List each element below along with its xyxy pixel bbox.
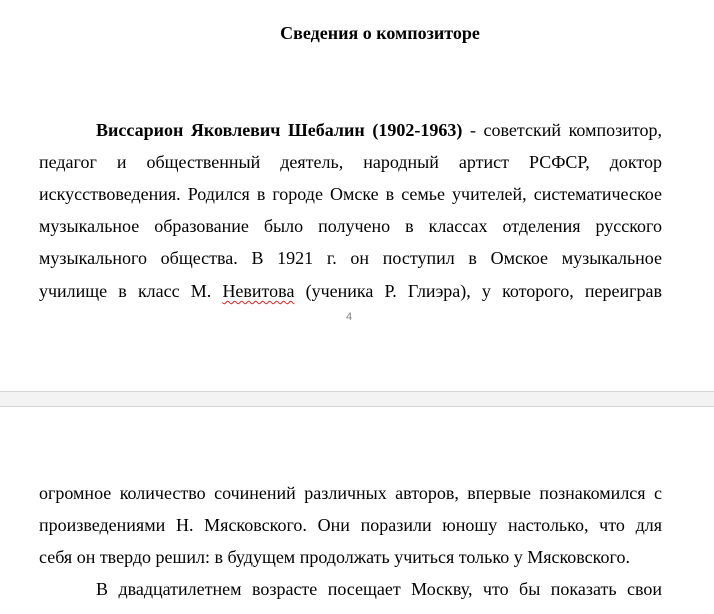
paragraph-line: музыкальное образование было получено в классах отделения русского (39, 216, 662, 236)
paragraph-line: педагог и общественный деятель, народный артист РСФСР, доктор (39, 152, 662, 172)
page-number: 4 (346, 311, 353, 323)
section-heading: Сведения о композиторе (280, 23, 480, 43)
paragraph-line (96, 119, 662, 141)
paragraph-line: музыкального общества. В 1921 г. он поступил в Омское музыкальное (39, 248, 662, 268)
paragraph-line: себя он твердо решил: в будущем продолжать учиться только у Мясковского. (39, 547, 630, 567)
paragraph-text: училище в класс М. (39, 281, 223, 301)
paragraph-text: - советский композитор, (462, 120, 662, 140)
composer-name-bold: Виссарион Яковлевич Шебалин (1902-1963) (96, 120, 463, 140)
paragraph-line (39, 280, 662, 302)
paragraph-line: В двадцатилетнем возрасте посещает Москву, что бы показать свои (96, 579, 662, 599)
paragraph-text: (ученика Р. Глиэра), у которого, переиграв (294, 281, 662, 301)
document-page-5 (0, 407, 714, 614)
paragraph-line: искусствоведения. Родился в городе Омске в семье учителей, систематическое (39, 184, 662, 204)
paragraph-line: огромное количество сочинений различных авторов, впервые познакомился с (39, 483, 662, 503)
spellcheck-misspelled-word[interactable]: Невитова (222, 281, 295, 301)
page-break-separator (0, 391, 714, 407)
paragraph-line: произведениями Н. Мясковского. Они поразили юношу настолько, что для (39, 515, 662, 535)
